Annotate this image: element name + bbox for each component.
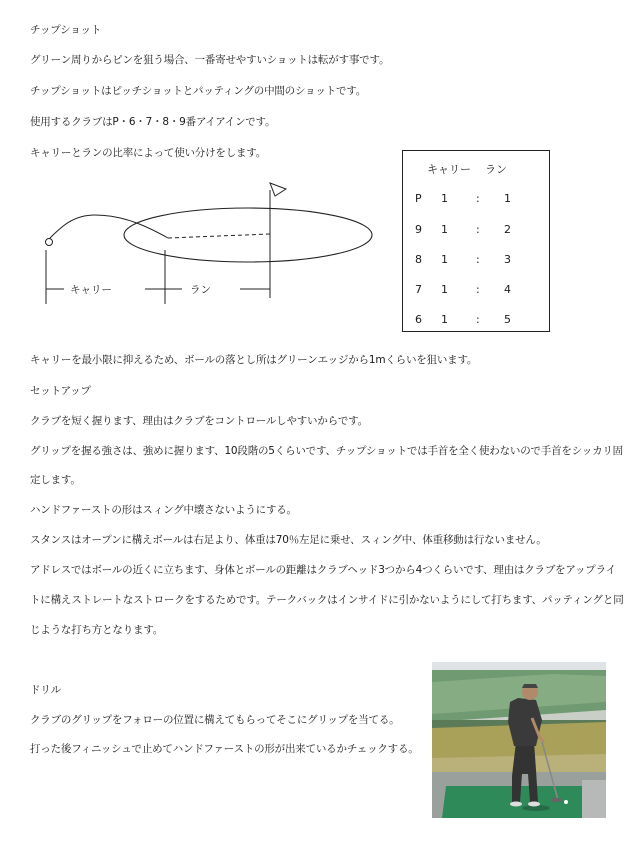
- ratio-sep: :: [476, 313, 480, 326]
- ratio-header-carry: キャリー: [427, 163, 471, 176]
- ratio-sep: :: [476, 192, 480, 205]
- ratio-club: 9: [415, 223, 422, 236]
- ratio-carry: 1: [441, 253, 448, 266]
- golfer-drill-illustration: [432, 662, 606, 818]
- flag-icon: [270, 183, 286, 196]
- ratio-club: 7: [415, 283, 422, 296]
- drill-heading: ドリル: [30, 684, 61, 696]
- setup-line-5: スタンスはオープンに構えボールは右足より、体重は70％左足に乗せ、スィング中、体重移動は行ないません。: [30, 534, 547, 546]
- carry-label: キャリー: [70, 284, 112, 296]
- intro-paragraph-2: チップショットはピッチショットとパッティングの中間のショットです。: [30, 85, 367, 97]
- ratio-run: 3: [504, 253, 511, 266]
- setup-line-7: トに構えストレートなストロークをするためです。テークバックはインサイドに引かないようにして打ちます、パッティングと同: [30, 594, 624, 606]
- drill-line-1: クラブのグリップをフォローの位置に構えてもらってそこにグリップを当てる。: [30, 714, 400, 726]
- page-title: チップショット: [30, 24, 102, 36]
- ratio-row: [403, 313, 549, 327]
- setup-line-4: ハンドファーストの形はスィング中壊さないようにする。: [30, 504, 297, 516]
- ratio-carry: 1: [441, 283, 448, 296]
- drill-line-2: 打った後フィニッシュで止めてハンドファーストの形が出来ているかチェックする。: [30, 743, 419, 755]
- ratio-carry: 1: [441, 192, 448, 205]
- intro-paragraph-3: 使用するクラブはP・6・7・8・9番アイアインです。: [30, 116, 276, 128]
- aim-paragraph: キャリーを最小限に抑えるため、ボールの落とし所はグリーンエッジから1mくらいを狙います。: [30, 354, 478, 366]
- ball-icon: [46, 239, 53, 246]
- setup-line-1: クラブを短く握ります、理由はクラブをコントロールしやすいからです。: [30, 415, 368, 427]
- roll-path: [168, 234, 270, 238]
- ratio-row: [403, 253, 549, 267]
- ratio-row: [403, 192, 549, 206]
- ratio-run: 2: [504, 223, 511, 236]
- ratio-club: 8: [415, 253, 422, 266]
- intro-paragraph-1: グリーン周りからピンを狙う場合、一番寄せやすいショットは転がす事です。: [30, 54, 390, 66]
- golfer-drill-photo: [432, 662, 606, 818]
- setup-heading: セットアップ: [30, 385, 91, 397]
- ratio-sep: :: [476, 253, 480, 266]
- intro-paragraph-4: キャリーとランの比率によって使い分けをします。: [30, 147, 267, 159]
- ratio-row: [403, 223, 549, 237]
- ratio-sep: :: [476, 283, 480, 296]
- ratio-table-header: [403, 161, 549, 175]
- ratio-carry: 1: [441, 223, 448, 236]
- carry-run-ratio-table: [402, 150, 550, 332]
- setup-line-6: アドレスではボールの近くに立ちます、身体とボールの距離はクラブヘッド3つから4つくらいです、理由はクラブをアップライ: [30, 564, 616, 576]
- ratio-row: [403, 283, 549, 297]
- run-label: ラン: [190, 284, 211, 296]
- ratio-sep: :: [476, 223, 480, 236]
- ratio-carry: 1: [441, 313, 448, 326]
- ratio-club: P: [415, 192, 422, 205]
- ratio-run: 4: [504, 283, 511, 296]
- ratio-club: 6: [415, 313, 422, 326]
- setup-line-2: グリップを握る強さは、強めに握ります、10段階の5くらいです、チップショットでは手首を全く使わないので手首をシッカリ固: [30, 445, 623, 457]
- setup-line-8: じような打ち方となります。: [30, 624, 164, 636]
- ratio-run: 5: [504, 313, 511, 326]
- setup-line-3: 定します。: [30, 474, 81, 486]
- ratio-run: 1: [504, 192, 511, 205]
- ratio-header-run: ラン: [485, 163, 507, 176]
